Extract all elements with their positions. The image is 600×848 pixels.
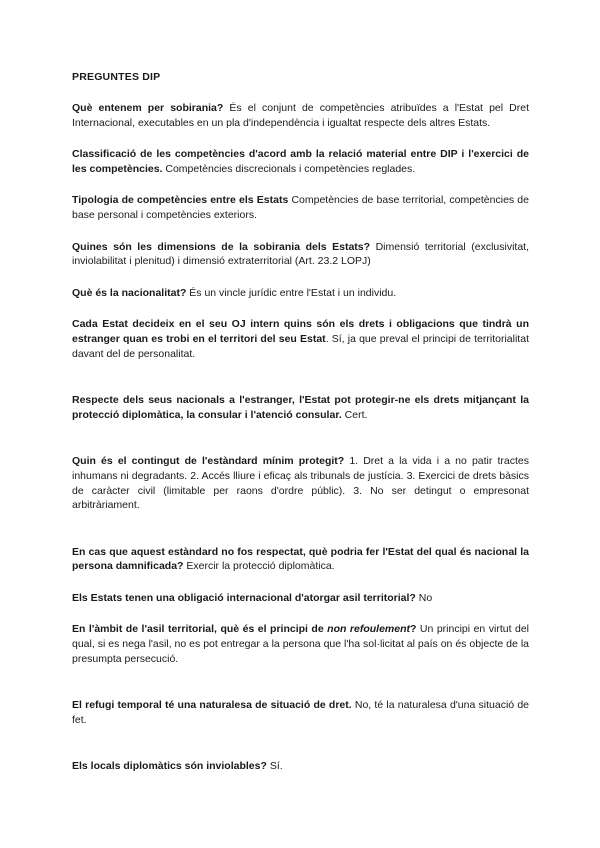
- question-text: Què és la nacionalitat?: [72, 286, 187, 299]
- question-text: Els Estats tenen una obligació internacional d'atorgar asil territorial?: [72, 591, 416, 604]
- qa-item-7: [72, 393, 529, 422]
- question-text: Classificació de les competències d'acord amb la relació material entre DIP i l'exercici de les competències.: [72, 148, 529, 175]
- answer-text: És un vincle jurídic entre l'Estat i un individu.: [186, 286, 397, 299]
- question-text: El refugi temporal té una naturalesa de situació de dret.: [72, 699, 352, 712]
- answer-text: Competències discrecionals i competències reglades.: [162, 162, 416, 175]
- qa-item-2: [72, 147, 529, 176]
- answer-text: . Sí, ja que preval el principi de territorialitat davant del de personalitat.: [72, 332, 529, 360]
- question-text: Respecte dels seus nacionals a l'estranger, l'Estat pot protegir-ne els drets mitjançant la protecció diplomàtica, la consular i l'atenció consular.: [72, 394, 529, 421]
- question-text: Quines són les dimensions de la sobirania dels Estats?: [72, 240, 371, 253]
- question-text: Tipologia de competències entre els Estats: [72, 194, 289, 207]
- qa-item-3: [72, 193, 529, 222]
- answer-text: Cert.: [341, 408, 368, 421]
- qa-item-9: [72, 545, 529, 574]
- qa-item-1: [72, 101, 529, 130]
- question-text-start: En l'àmbit de l'asil territorial, què és el principi de: [72, 623, 328, 636]
- question-term-italic: non refoulement: [327, 623, 410, 636]
- qa-item-6: [72, 317, 529, 361]
- qa-item-10: [72, 591, 529, 606]
- question-text-end: ?: [410, 623, 417, 636]
- question-text: Quin és el contingut de l'estàndard mínim protegit?: [72, 455, 345, 468]
- answer-text: Competències de base territorial, competències de base personal i competències exteriors.: [72, 194, 529, 221]
- answer-text: No, té la naturalesa d'una situació de fet.: [72, 699, 529, 726]
- question-text: Què entenem per sobirania?: [72, 102, 224, 114]
- qa-item-12: [72, 698, 529, 727]
- question-text: Cada Estat decideix en el seu OJ intern quins són els drets i obligacions que tindrà un estranger quan es trobi en el territori del seu Estat: [72, 318, 529, 345]
- answer-text: Exercir la protecció diplomàtica.: [183, 560, 335, 573]
- qa-item-5: [72, 286, 529, 301]
- answer-text: No: [415, 591, 433, 604]
- answer-text: És el conjunt de competències atribuïdes a l'Estat pel Dret Internacional, executables en un pla d'independència i igualtat respecte dels altres Estats.: [72, 102, 530, 129]
- answer-text: Un principi en virtut del qual, si es nega l'asil, no es pot entregar a la persona que l'ha sol·licitat al país on és objecte de la presumpta persecució.: [72, 623, 529, 665]
- document-page: [72, 70, 529, 774]
- question-text: En cas que aquest estàndard no fos respectat, què podria fer l'Estat del qual és nacional la persona damnificada?: [72, 545, 529, 573]
- question-text: [72, 623, 416, 635]
- question-text: Els locals diplomàtics són inviolables?: [72, 760, 267, 773]
- answer-text: Sí.: [266, 760, 283, 773]
- qa-item-4: [72, 240, 529, 269]
- answer-text: 1. Dret a la vida i a no patir tractes inhumans ni degradants. 2. Accés lliure i eficaç als tribunals de justícia. 3. Exercici de drets bàsics de caràcter civil (limitable per raons d'ordre públic). 3. No ser detingut o empresonat arbitràriament.: [72, 455, 529, 512]
- qa-item-13: [72, 759, 529, 774]
- document-title: PREGUNTES DIP: [72, 71, 161, 83]
- qa-item-11: [72, 622, 529, 666]
- qa-item-8: [72, 454, 529, 512]
- answer-text: Dimensió territorial (exclusivitat, inviolabilitat i plenitud) i dimensió extraterritorial (Art. 23.2 LOPJ): [72, 240, 529, 268]
